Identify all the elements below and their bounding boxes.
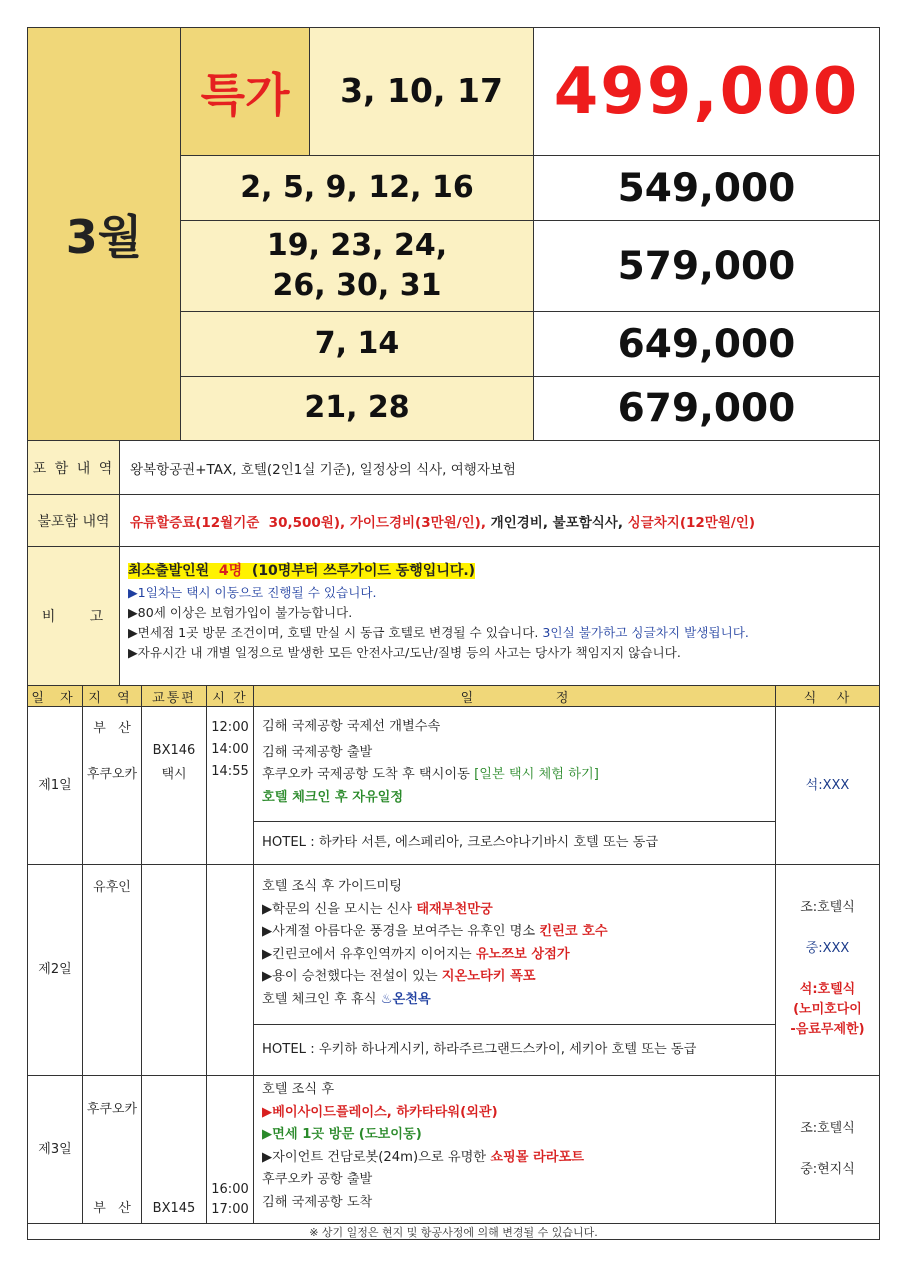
day2-line-6 <box>262 989 775 1012</box>
day1-region-busan: 부 산 <box>93 721 131 736</box>
header-schedule: 일 정 <box>253 685 776 707</box>
day3-region-fukuoka: 후쿠오카 <box>86 1102 138 1117</box>
day2-hotel: HOTEL : 우키하 하나게시키, 하라주르그랜드스카이, 세키아 호텔 또는 동급 <box>253 1024 776 1076</box>
day2-region-cell <box>82 864 142 1076</box>
price-row-4 <box>533 376 880 441</box>
day2-line-4 <box>262 944 775 967</box>
date-text: 7, 14 <box>314 325 400 361</box>
price-text: 679,000 <box>617 386 796 431</box>
day2-line-1: 호텔 조식 후 가이드미팅 <box>262 879 402 894</box>
day2-line-6a: 호텔 체크인 후 휴식 <box>262 991 381 1007</box>
day2-region: 유후인 <box>93 880 131 895</box>
day3-line-1: 호텔 조식 후 <box>262 1082 335 1097</box>
day3-transport-cell <box>141 1075 207 1224</box>
day2-time-cell <box>206 864 254 1076</box>
day3-region-cell <box>82 1075 142 1224</box>
notes-line-3a: ▶면세점 1곳 방문 조건이며, 호텔 만실 시 동급 호텔로 변경될 수 있습니다. <box>128 625 539 640</box>
day3-time-1: 16:00 <box>211 1182 249 1197</box>
excluded-fuel: 유류할증료(12월기준 30,500원), <box>130 514 346 531</box>
day2-line-2a: ▶학문의 신을 모시는 신사 <box>262 901 417 917</box>
header-day: 일 자 <box>27 685 83 707</box>
date-row-4 <box>180 376 534 441</box>
notes-line-4: ▶자유시간 내 개별 일정으로 발생한 모든 안전사고/도난/질병 등의 사고는 당사가 책임지지 않습니다. <box>128 645 681 660</box>
day3-meal-cell <box>775 1075 880 1224</box>
special-label: 특가 <box>200 67 290 122</box>
day1-hotel: HOTEL : 하카타 서튼, 에스페리아, 크로스야나기바시 호텔 또는 동급 <box>253 821 776 865</box>
day3-line-2: ▶베이사이드플레이스, 하카타타워(외관) <box>262 1104 498 1120</box>
day1-time-2: 14:00 <box>211 742 249 757</box>
included-text: 왕복항공권+TAX, 호텔(2인1실 기준), 일정상의 식사, 여행자보험 <box>119 440 880 495</box>
notes-line-2: ▶80세 이상은 보험가입이 불가능합니다. <box>128 605 353 620</box>
day1-time-1: 12:00 <box>211 720 249 735</box>
day3-meal-2: 중:현지식 <box>800 1162 855 1177</box>
day3-line-4a: ▶자이언트 건담로봇(24m)으로 유명한 <box>262 1149 491 1165</box>
notes-min-post: (10명부터 쓰루가이드 동행입니다.) <box>251 563 476 579</box>
day1-line-1: 김해 국제공항 국제선 개별수속 <box>262 719 441 734</box>
day3-time-2: 17:00 <box>211 1202 249 1217</box>
day2-line-3b: 킨린코 호수 <box>539 924 608 939</box>
day2-line-5a: ▶용이 승천했다는 전설이 있는 <box>262 969 442 984</box>
day2-line-4a: ▶킨린코에서 유후인역까지 이어지는 <box>262 946 476 962</box>
date-row-1 <box>180 155 534 221</box>
special-dates: 3, 10, 17 <box>340 71 503 111</box>
day2-meal-cell <box>775 864 880 1076</box>
day1-taxi: 택시 <box>161 767 187 782</box>
day3-line-3: ▶면세 1곳 방문 (도보이동) <box>262 1127 422 1142</box>
footnote: ※ 상기 일정은 현지 및 항공사정에 의해 변경될 수 있습니다. <box>27 1223 880 1240</box>
day3-label: 제3일 <box>27 1075 83 1224</box>
day2-transport-cell <box>141 864 207 1076</box>
price-row-1 <box>533 155 880 221</box>
special-label-cell <box>180 27 310 156</box>
day1-meal: 석:XXX <box>775 706 880 865</box>
notes-label: 비 고 <box>27 546 120 686</box>
day3-line-4b: 쇼핑몰 라라포트 <box>490 1149 585 1165</box>
excluded-personal: 개인경비, 불포함식사, <box>490 514 623 531</box>
day2-line-3 <box>262 921 775 944</box>
special-price: 499,000 <box>553 54 860 129</box>
day3-line-4 <box>262 1147 775 1170</box>
special-price-cell <box>533 27 880 156</box>
price-text: 579,000 <box>617 243 796 289</box>
day2-schedule <box>253 864 776 1025</box>
day1-time-cell <box>206 706 254 865</box>
notes-min-pre: 최소출발인원 <box>128 563 210 579</box>
day2-meal-2: 중:XXX <box>805 941 850 956</box>
day2-meal-3: 석:호텔식 (노미호다이 -음료무제한) <box>790 982 865 1037</box>
day1-transport-cell <box>141 706 207 865</box>
notes-minimum <box>128 559 879 583</box>
day2-line-5b: 지온노타키 폭포 <box>441 969 536 984</box>
day1-line-2: 김해 국제공항 출발 <box>262 744 373 760</box>
price-text: 649,000 <box>617 321 796 367</box>
month-label: 3월 <box>65 210 143 264</box>
date-text: 21, 28 <box>304 390 410 426</box>
excluded-text <box>119 494 880 547</box>
price-text: 549,000 <box>617 165 796 211</box>
day2-line-5 <box>262 966 775 989</box>
price-row-3 <box>533 311 880 377</box>
excluded-label: 불포함 내역 <box>27 494 120 547</box>
day2-meal-1: 조:호텔식 <box>800 900 855 915</box>
day1-line-4: 호텔 체크인 후 자유일정 <box>262 789 404 805</box>
special-dates-cell <box>309 27 534 156</box>
day1-line-3a: 후쿠오카 국제공항 도착 후 택시이동 <box>262 767 470 782</box>
notes-line-3b: 3인실 불가하고 싱글차지 발생됩니다. <box>542 625 749 640</box>
day3-meal-1: 조:호텔식 <box>800 1121 855 1136</box>
header-time: 시 간 <box>206 685 254 707</box>
day1-line-3b: [일본 택시 체험 하기] <box>474 767 599 782</box>
day2-line-3a: ▶사계절 아름다운 풍경을 보여주는 유후인 명소 <box>262 924 540 939</box>
day1-time-3: 14:55 <box>211 764 249 779</box>
header-region: 지 역 <box>82 685 142 707</box>
notes-line-1: ▶1일차는 택시 이동으로 진행될 수 있습니다. <box>128 585 377 600</box>
day3-schedule <box>253 1075 776 1224</box>
day1-region-fukuoka: 후쿠오카 <box>86 767 138 782</box>
day2-line-4b: 유노쯔보 상점가 <box>475 946 570 962</box>
notes-cell <box>119 546 880 686</box>
day1-region-cell <box>82 706 142 865</box>
excluded-single: 싱글차지(12만원/인) <box>627 514 756 531</box>
date-text: 19, 23, 24, 26, 30, 31 <box>266 227 448 303</box>
header-meal: 식 사 <box>775 685 880 707</box>
day2-line-2b: 태재부천만궁 <box>416 901 493 917</box>
day3-region-busan: 부 산 <box>93 1201 131 1216</box>
notes-line-3 <box>128 623 879 643</box>
included-label: 포 함 내 역 <box>27 440 120 495</box>
day2-label: 제2일 <box>27 864 83 1076</box>
day1-label: 제1일 <box>27 706 83 865</box>
day3-flight: BX145 <box>152 1201 196 1216</box>
date-row-3 <box>180 311 534 377</box>
excluded-guide: 가이드경비(3만원/인), <box>349 514 486 531</box>
header-transport: 교통편 <box>141 685 207 707</box>
day1-schedule <box>253 706 776 822</box>
notes-min-num: 4명 <box>218 563 243 579</box>
day1-line-3 <box>262 764 775 787</box>
day3-line-5: 후쿠오카 공항 출발 <box>262 1172 373 1187</box>
price-row-2 <box>533 220 880 312</box>
day3-time-cell <box>206 1075 254 1224</box>
month-cell <box>27 27 181 441</box>
date-row-2 <box>180 220 534 312</box>
day2-line-2 <box>262 899 775 922</box>
date-text: 2, 5, 9, 12, 16 <box>240 169 474 205</box>
day1-flight: BX146 <box>152 743 196 758</box>
day2-line-6b: ♨온천욕 <box>380 991 431 1007</box>
day3-line-6: 김해 국제공항 도착 <box>262 1194 373 1210</box>
